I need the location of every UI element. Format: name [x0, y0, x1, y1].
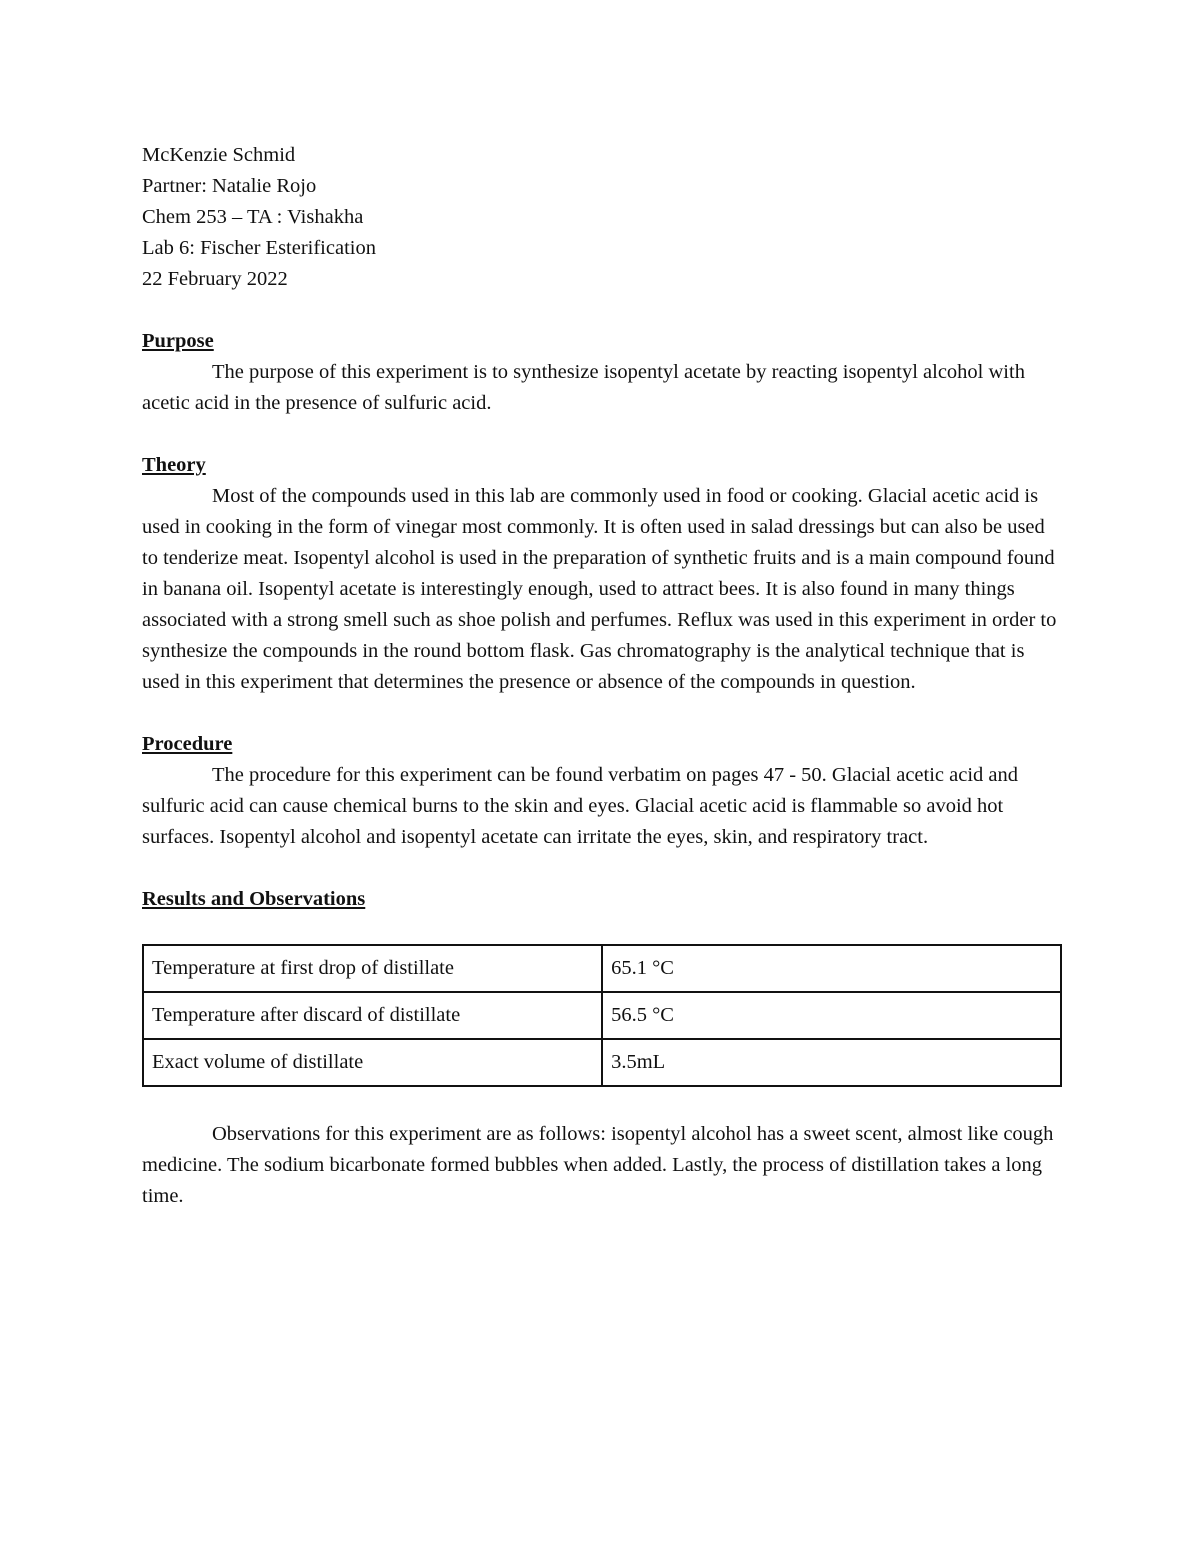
table-cell-label: Temperature at first drop of distillate [143, 945, 602, 992]
purpose-heading: Purpose [142, 330, 214, 352]
theory-heading: Theory [142, 454, 206, 476]
table-row [143, 992, 1061, 1039]
author-name: McKenzie Schmid [142, 144, 296, 166]
observations-paragraph: Observations for this experiment are as follows: isopentyl alcohol has a sweet scent, almost like cough medicine. The sodium bicarbonate formed bubbles when added. Lastly, the process of distillation takes a long time. [142, 1123, 1054, 1207]
table-cell-value: 65.1 °C [602, 945, 1061, 992]
header-block [142, 140, 1062, 295]
table-cell-value: 56.5 °C [602, 992, 1061, 1039]
theory-paragraph: Most of the compounds used in this lab are commonly used in food or cooking. Glacial acetic acid is used in cooking in the form of vinegar most commonly. It is often used in salad dressings but can also be used to tenderize meat. Isopentyl alcohol is used in the preparation of synthetic fruits and is a main compound found in banana oil. Isopentyl acetate is interestingly enough, used to attract bees. It is also found in many things associated with a strong smell such as shoe polish and perfumes. Reflux was used in this experiment in order to synthesize the compounds in the round bottom flask. Gas chromatography is the analytical technique that is used in this experiment that determines the presence or absence of the compounds in question. [142, 485, 1057, 693]
report-date: 22 February 2022 [142, 268, 288, 290]
course-info: Chem 253 – TA : Vishakha [142, 206, 364, 228]
table-cell-label: Temperature after discard of distillate [143, 992, 602, 1039]
lab-title: Lab 6: Fischer Esterification [142, 237, 376, 259]
table-cell-label: Exact volume of distillate [143, 1039, 602, 1086]
procedure-paragraph: The procedure for this experiment can be found verbatim on pages 47 - 50. Glacial acetic acid and sulfuric acid can cause chemical burns to the skin and eyes. Glacial acetic acid is flammable so avoid hot surfaces. Isopentyl alcohol and isopentyl acetate can irritate the eyes, skin, and respiratory tract. [142, 764, 1019, 848]
results-heading: Results and Observations [142, 888, 366, 910]
results-table [142, 944, 1062, 1087]
table-row [143, 945, 1061, 992]
table-cell-value: 3.5mL [602, 1039, 1061, 1086]
document-page [142, 140, 1062, 1212]
procedure-heading: Procedure [142, 733, 233, 755]
purpose-paragraph: The purpose of this experiment is to synthesize isopentyl acetate by reacting isopentyl alcohol with acetic acid in the presence of sulfuric acid. [142, 361, 1025, 414]
table-row [143, 1039, 1061, 1086]
partner-name: Partner: Natalie Rojo [142, 175, 317, 197]
